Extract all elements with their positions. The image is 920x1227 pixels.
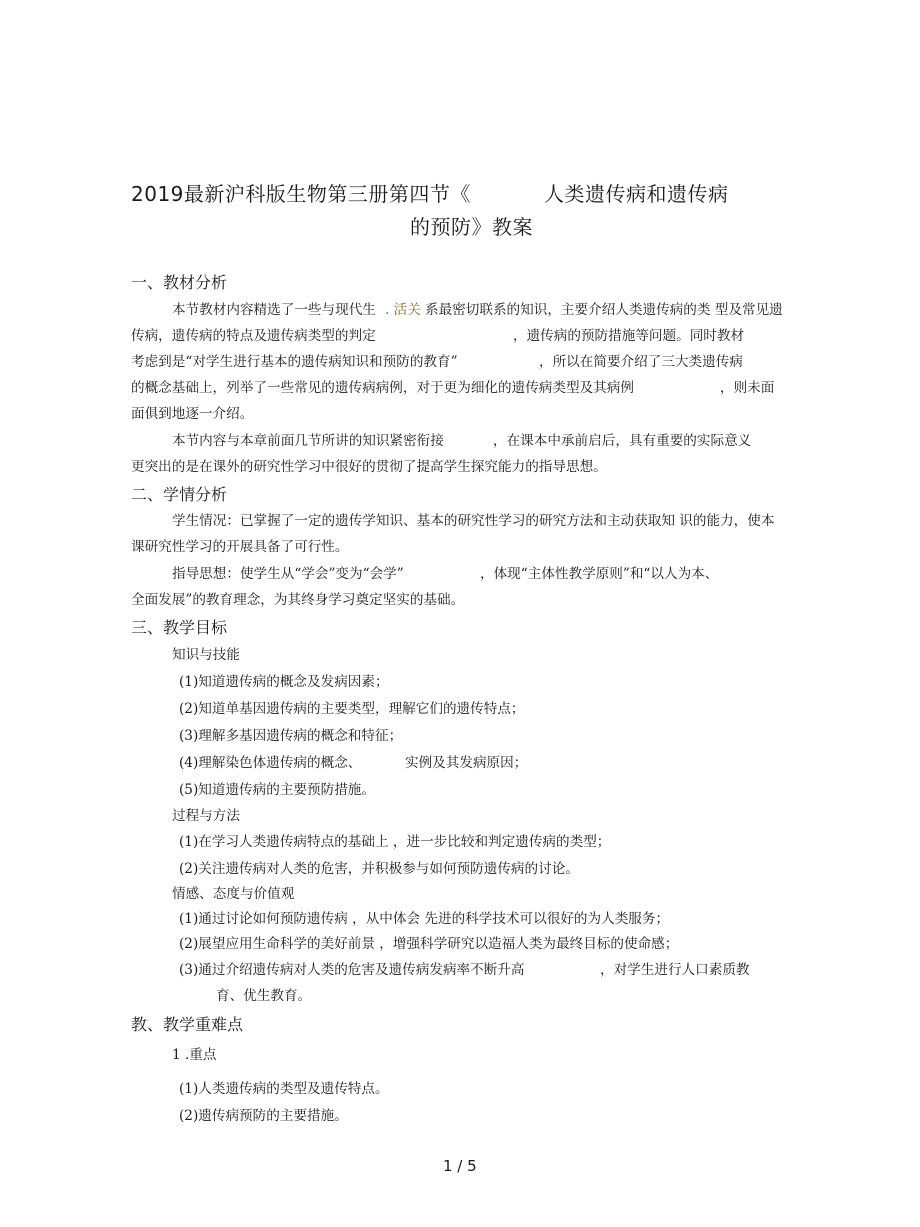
doc-title-line1a: 2019最新沪科版生物第三册第四节《: [131, 182, 471, 206]
s1-p2-l1b: ，在课本中承前启后，具有重要的实际意义: [493, 433, 752, 449]
s3-sub-process: 过程与方法: [172, 808, 240, 824]
s1-p1-l1a: 本节教材内容精选了一些与现代生: [172, 302, 376, 318]
s1-p1-l2b: ，遗传病的预防措施等问题。同时教材: [513, 328, 745, 344]
s1-p2-l1a: 本节内容与本章前面几节所讲的知识紧密衔接: [172, 433, 444, 449]
s3-k5: (5)知道遗传病的主要预防措施。: [179, 782, 375, 798]
s1-p1-l1c: 系最密切联系的知识，主要介绍人类遗传病的类 型及常见遗: [425, 302, 783, 318]
s1-p2-l2: 更突出的是在课外的研究性学习中很好的贯彻了提高学生探究能力的指导思想。: [131, 459, 607, 475]
s3-e3b: ，对学生进行人口素质教: [600, 962, 750, 978]
s1-p1-l2a: 传病，遗传病的特点及遗传病类型的判定: [131, 328, 376, 344]
s4-i2: (2)遗传病预防的主要措施。: [179, 1108, 348, 1124]
s3-sub-emotion: 情感、态度与价值观: [172, 886, 295, 902]
s3-k1: (1)知道遗传病的概念及发病因素；: [179, 674, 389, 690]
s3-e2: (2)展望应用生命科学的美好前景 ，增强科学研究以造福人类为最终目标的使命感；: [179, 936, 679, 952]
s3-sub-knowledge: 知识与技能: [172, 647, 240, 663]
s1-p1-l4a: 的概念基础上，列举了一些常见的遗传病病例，对于更为细化的遗传病类型及其病例: [131, 380, 634, 396]
s1-p1-l5: 面俱到地逐一介绍。: [131, 406, 254, 422]
s4-i1: (1)人类遗传病的类型及遗传特点。: [179, 1081, 389, 1097]
section-heading-4: 教、教学重难点: [131, 1015, 244, 1034]
doc-title-line2: 的预防》教案: [410, 215, 533, 239]
s2-p1-l2: 课研究性学习的开展具备了可行性。: [131, 539, 349, 555]
s3-m2: (2)关注遗传病对人类的危害，并积极参与如何预防遗传病的讨论。: [179, 861, 579, 877]
section-heading-2: 二、学情分析: [131, 485, 228, 504]
s1-p1-l3a: 考虑到是“对学生进行基本的遗传病知识和预防的教育”: [131, 354, 458, 370]
s2-p2-l1b: ，体现“主体性教学原则”和“以人为本、: [480, 566, 719, 582]
s3-e3c: 育、优生教育。: [216, 988, 312, 1004]
s3-k2: (2)知道单基因遗传病的主要类型，理解它们的遗传特点；: [179, 701, 525, 717]
doc-title-line1b: 人类遗传病和遗传病: [544, 182, 729, 206]
s1-p1-l4b: ，则未面: [720, 380, 775, 396]
s3-k3: (3)理解多基因遗传病的概念和特征；: [179, 728, 403, 744]
s3-m1: (1)在学习人类遗传病特点的基础上 ，进一步比较和判定遗传病的类型；: [179, 834, 611, 850]
s1-p1-l1b: . 活关: [385, 302, 421, 318]
s3-e1: (1)通过讨论如何预防遗传病 ，从中体会 先进的科学技术可以很好的为人类服务；: [179, 911, 670, 927]
s2-p2-l1a: 指导思想：使学生从“学会”变为“会学”: [172, 566, 404, 582]
s3-e3a: (3)通过介绍遗传病对人类的危害及遗传病发病率不断升高: [179, 962, 525, 978]
s2-p1-l1: 学生情况：已掌握了一定的遗传学知识、基本的研究性学习的研究方法和主动获取知 识的能力，使本: [172, 513, 775, 529]
s3-k4a: (4)理解染色体遗传病的概念、: [179, 755, 362, 771]
s2-p2-l2: 全面发展”的教育理念，为其终身学习奠定坚实的基础。: [131, 592, 465, 608]
s4-sub-key: 1 .重点: [172, 1047, 217, 1063]
s3-k4b: 实例及其发病原因；: [405, 755, 528, 771]
section-heading-3: 三、教学目标: [131, 618, 228, 637]
page-number: 1 / 5: [443, 1157, 477, 1175]
section-heading-1: 一、教材分析: [131, 273, 228, 292]
s1-p1-l3b: ，所以在简要介绍了三大类遗传病: [539, 354, 743, 370]
